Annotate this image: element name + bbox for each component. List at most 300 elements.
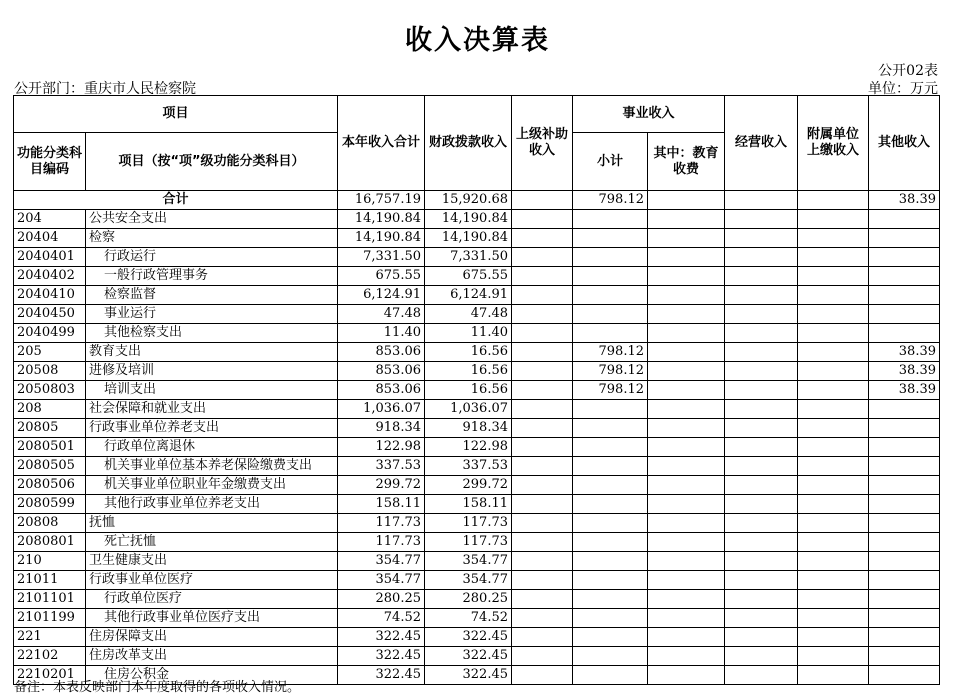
cell-other — [869, 400, 940, 419]
cell-name: 进修及培训 — [86, 362, 338, 381]
cell-business-edu — [648, 343, 725, 362]
cell-business-sub — [573, 229, 648, 248]
cell-code: 20404 — [14, 229, 86, 248]
cell-code: 2040450 — [14, 305, 86, 324]
cell-name: 检察 — [86, 229, 338, 248]
cell-superior — [512, 286, 573, 305]
cell-name: 培训支出 — [86, 381, 338, 400]
cell-business-sub — [573, 609, 648, 628]
cell-other — [869, 590, 940, 609]
cell-superior — [512, 324, 573, 343]
cell-other — [869, 210, 940, 229]
cell-superior — [512, 571, 573, 590]
cell-superior — [512, 552, 573, 571]
cell-fiscal: 354.77 — [425, 571, 512, 590]
cell-other — [869, 533, 940, 552]
cell-code: 2080506 — [14, 476, 86, 495]
cell-fiscal: 675.55 — [425, 267, 512, 286]
cell-fiscal: 117.73 — [425, 533, 512, 552]
cell-business-sub — [573, 666, 648, 685]
table-row — [14, 609, 940, 628]
cell-code: 22102 — [14, 647, 86, 666]
cell-name: 行政单位离退休 — [86, 438, 338, 457]
cell-affiliated — [798, 343, 869, 362]
cell-code: 2101199 — [14, 609, 86, 628]
table-row — [14, 533, 940, 552]
cell-superior — [512, 495, 573, 514]
table-row — [14, 476, 940, 495]
cell-superior — [512, 381, 573, 400]
cell-fiscal: 16.56 — [425, 362, 512, 381]
cell-business-sub — [573, 419, 648, 438]
cell-operating — [725, 476, 798, 495]
cell-business-edu — [648, 514, 725, 533]
cell-code: 221 — [14, 628, 86, 647]
cell-fiscal: 354.77 — [425, 552, 512, 571]
cell-total: 337.53 — [338, 457, 425, 476]
cell-other — [869, 419, 940, 438]
cell-affiliated — [798, 457, 869, 476]
cell-total: 322.45 — [338, 647, 425, 666]
cell-name: 行政单位医疗 — [86, 590, 338, 609]
cell-business-sub — [573, 286, 648, 305]
cell-total: 853.06 — [338, 362, 425, 381]
cell-affiliated — [798, 419, 869, 438]
cell-business-sub — [573, 628, 648, 647]
cell-name: 卫生健康支出 — [86, 552, 338, 571]
cell-name: 检察监督 — [86, 286, 338, 305]
cell-operating — [725, 438, 798, 457]
form-code: 公开02表 — [878, 63, 938, 79]
cell-business-sub: 798.12 — [573, 381, 648, 400]
cell-business-edu — [648, 552, 725, 571]
table-row — [14, 552, 940, 571]
table-row — [14, 381, 940, 400]
header-superior: 上级补助收入 — [512, 96, 573, 191]
cell-operating — [725, 267, 798, 286]
table-row — [14, 305, 940, 324]
cell-fiscal: 16.56 — [425, 343, 512, 362]
cell-operating — [725, 381, 798, 400]
cell-fiscal: 47.48 — [425, 305, 512, 324]
cell-total: 354.77 — [338, 552, 425, 571]
cell-fiscal: 122.98 — [425, 438, 512, 457]
cell-name: 其他检察支出 — [86, 324, 338, 343]
cell-affiliated — [798, 533, 869, 552]
income-table — [13, 95, 940, 685]
cell-total: 47.48 — [338, 305, 425, 324]
cell-fiscal: 14,190.84 — [425, 210, 512, 229]
cell-business-sub — [573, 533, 648, 552]
cell-fiscal: 322.45 — [425, 647, 512, 666]
cell-affiliated — [798, 628, 869, 647]
cell-affiliated — [798, 305, 869, 324]
cell-affiliated — [798, 514, 869, 533]
header-code: 功能分类科目编码 — [14, 133, 86, 191]
cell-code: 2080801 — [14, 533, 86, 552]
cell-superior — [512, 666, 573, 685]
cell-business-edu — [648, 210, 725, 229]
table-row — [14, 628, 940, 647]
cell-name: 行政事业单位医疗 — [86, 571, 338, 590]
cell-business-sub — [573, 400, 648, 419]
total-affiliated — [798, 191, 869, 210]
cell-name: 社会保障和就业支出 — [86, 400, 338, 419]
cell-business-edu — [648, 419, 725, 438]
cell-code: 20508 — [14, 362, 86, 381]
header-name: 项目（按“项”级功能分类科目） — [86, 133, 338, 191]
page-title: 收入决算表 — [405, 25, 550, 56]
cell-operating — [725, 419, 798, 438]
cell-other — [869, 495, 940, 514]
cell-affiliated — [798, 248, 869, 267]
cell-total: 6,124.91 — [338, 286, 425, 305]
cell-fiscal: 322.45 — [425, 666, 512, 685]
header-business-edu: 其中：教育收费 — [648, 133, 725, 191]
cell-other: 38.39 — [869, 343, 940, 362]
cell-total: 1,036.07 — [338, 400, 425, 419]
total-operating — [725, 191, 798, 210]
cell-name: 事业运行 — [86, 305, 338, 324]
table-row — [14, 495, 940, 514]
cell-business-edu — [648, 229, 725, 248]
cell-superior — [512, 248, 573, 267]
cell-business-sub — [573, 514, 648, 533]
department-name: 重庆市人民检察院 — [84, 81, 196, 97]
cell-superior — [512, 229, 573, 248]
header-total: 本年收入合计 — [338, 96, 425, 191]
cell-code: 21011 — [14, 571, 86, 590]
cell-superior — [512, 419, 573, 438]
cell-affiliated — [798, 476, 869, 495]
cell-business-edu — [648, 571, 725, 590]
cell-code: 2101101 — [14, 590, 86, 609]
cell-total: 354.77 — [338, 571, 425, 590]
table-row — [14, 419, 940, 438]
cell-fiscal: 322.45 — [425, 628, 512, 647]
cell-superior — [512, 514, 573, 533]
cell-operating — [725, 229, 798, 248]
header-fiscal: 财政拨款收入 — [425, 96, 512, 191]
cell-other — [869, 267, 940, 286]
note-text: 本表反映部门本年度取得的各项收入情况。 — [53, 680, 301, 695]
table-row — [14, 248, 940, 267]
cell-other — [869, 229, 940, 248]
cell-code: 2080501 — [14, 438, 86, 457]
cell-affiliated — [798, 324, 869, 343]
cell-business-edu — [648, 647, 725, 666]
cell-other: 38.39 — [869, 381, 940, 400]
cell-business-edu — [648, 248, 725, 267]
cell-business-edu — [648, 305, 725, 324]
header-affiliated: 附属单位上缴收入 — [798, 96, 869, 191]
cell-fiscal: 918.34 — [425, 419, 512, 438]
cell-other — [869, 628, 940, 647]
cell-business-sub — [573, 305, 648, 324]
cell-code: 204 — [14, 210, 86, 229]
cell-operating — [725, 495, 798, 514]
cell-total: 74.52 — [338, 609, 425, 628]
cell-business-sub: 798.12 — [573, 343, 648, 362]
cell-total: 7,331.50 — [338, 248, 425, 267]
cell-fiscal: 158.11 — [425, 495, 512, 514]
cell-business-edu — [648, 609, 725, 628]
cell-name: 机关事业单位基本养老保险缴费支出 — [86, 457, 338, 476]
cell-other — [869, 647, 940, 666]
table-row — [14, 438, 940, 457]
table-row — [14, 590, 940, 609]
cell-affiliated — [798, 495, 869, 514]
cell-other — [869, 286, 940, 305]
total-business-sub: 798.12 — [573, 191, 648, 210]
cell-code: 2080505 — [14, 457, 86, 476]
cell-superior — [512, 457, 573, 476]
cell-name: 教育支出 — [86, 343, 338, 362]
table-row — [14, 457, 940, 476]
cell-other — [869, 666, 940, 685]
cell-superior — [512, 476, 573, 495]
total-superior — [512, 191, 573, 210]
cell-other — [869, 514, 940, 533]
cell-affiliated — [798, 552, 869, 571]
cell-operating — [725, 514, 798, 533]
cell-business-sub — [573, 267, 648, 286]
cell-name: 机关事业单位职业年金缴费支出 — [86, 476, 338, 495]
total-business-edu — [648, 191, 725, 210]
cell-business-sub: 798.12 — [573, 362, 648, 381]
cell-fiscal: 74.52 — [425, 609, 512, 628]
cell-code: 20805 — [14, 419, 86, 438]
cell-affiliated — [798, 438, 869, 457]
cell-business-sub — [573, 571, 648, 590]
cell-name: 行政运行 — [86, 248, 338, 267]
cell-name: 住房保障支出 — [86, 628, 338, 647]
cell-total: 11.40 — [338, 324, 425, 343]
header-business-sub: 小计 — [573, 133, 648, 191]
cell-operating — [725, 533, 798, 552]
cell-business-edu — [648, 495, 725, 514]
cell-superior — [512, 590, 573, 609]
cell-total: 117.73 — [338, 533, 425, 552]
cell-total: 117.73 — [338, 514, 425, 533]
cell-other — [869, 305, 940, 324]
table-row — [14, 267, 940, 286]
cell-total: 853.06 — [338, 343, 425, 362]
cell-affiliated — [798, 286, 869, 305]
cell-name: 行政事业单位养老支出 — [86, 419, 338, 438]
cell-affiliated — [798, 362, 869, 381]
unit-label: 单位：万元 — [868, 81, 938, 97]
cell-fiscal: 14,190.84 — [425, 229, 512, 248]
cell-business-edu — [648, 381, 725, 400]
cell-operating — [725, 400, 798, 419]
table-row — [14, 343, 940, 362]
cell-total: 299.72 — [338, 476, 425, 495]
cell-business-edu — [648, 533, 725, 552]
cell-operating — [725, 552, 798, 571]
cell-affiliated — [798, 647, 869, 666]
table-row — [14, 362, 940, 381]
cell-code: 2040401 — [14, 248, 86, 267]
table-row — [14, 514, 940, 533]
table-row — [14, 229, 940, 248]
cell-operating — [725, 286, 798, 305]
cell-affiliated — [798, 381, 869, 400]
cell-fiscal: 16.56 — [425, 381, 512, 400]
cell-superior — [512, 305, 573, 324]
cell-superior — [512, 362, 573, 381]
cell-superior — [512, 267, 573, 286]
cell-total: 322.45 — [338, 666, 425, 685]
cell-business-sub — [573, 438, 648, 457]
cell-business-edu — [648, 286, 725, 305]
cell-operating — [725, 628, 798, 647]
cell-superior — [512, 210, 573, 229]
cell-other — [869, 457, 940, 476]
cell-other — [869, 438, 940, 457]
total-row — [14, 191, 940, 210]
cell-superior — [512, 438, 573, 457]
cell-operating — [725, 666, 798, 685]
cell-affiliated — [798, 571, 869, 590]
cell-code: 2080599 — [14, 495, 86, 514]
cell-affiliated — [798, 267, 869, 286]
cell-name: 死亡抚恤 — [86, 533, 338, 552]
cell-other — [869, 552, 940, 571]
cell-other — [869, 248, 940, 267]
cell-business-sub — [573, 457, 648, 476]
cell-business-edu — [648, 362, 725, 381]
cell-other — [869, 571, 940, 590]
cell-total: 322.45 — [338, 628, 425, 647]
cell-total: 675.55 — [338, 267, 425, 286]
table-row — [14, 324, 940, 343]
cell-business-edu — [648, 666, 725, 685]
cell-operating — [725, 362, 798, 381]
cell-operating — [725, 571, 798, 590]
cell-code: 210 — [14, 552, 86, 571]
cell-business-sub — [573, 248, 648, 267]
cell-business-sub — [573, 495, 648, 514]
cell-code: 205 — [14, 343, 86, 362]
cell-fiscal: 337.53 — [425, 457, 512, 476]
cell-code: 2040410 — [14, 286, 86, 305]
cell-other — [869, 324, 940, 343]
cell-superior — [512, 628, 573, 647]
table-row — [14, 571, 940, 590]
cell-fiscal: 117.73 — [425, 514, 512, 533]
cell-operating — [725, 343, 798, 362]
cell-total: 14,190.84 — [338, 229, 425, 248]
cell-fiscal: 1,036.07 — [425, 400, 512, 419]
cell-affiliated — [798, 590, 869, 609]
cell-superior — [512, 533, 573, 552]
cell-business-edu — [648, 628, 725, 647]
cell-operating — [725, 609, 798, 628]
cell-total: 14,190.84 — [338, 210, 425, 229]
cell-business-edu — [648, 457, 725, 476]
header-operating: 经营收入 — [725, 96, 798, 191]
cell-affiliated — [798, 666, 869, 685]
cell-name: 住房公积金 — [86, 666, 338, 685]
cell-total: 122.98 — [338, 438, 425, 457]
cell-business-sub — [573, 476, 648, 495]
cell-name: 其他行政事业单位养老支出 — [86, 495, 338, 514]
cell-operating — [725, 590, 798, 609]
total-other: 38.39 — [869, 191, 940, 210]
cell-code: 208 — [14, 400, 86, 419]
total-fiscal: 15,920.68 — [425, 191, 512, 210]
total-amount: 16,757.19 — [338, 191, 425, 210]
cell-business-sub — [573, 552, 648, 571]
cell-business-sub — [573, 210, 648, 229]
header-business-group: 事业收入 — [573, 96, 725, 133]
cell-business-sub — [573, 590, 648, 609]
cell-business-sub — [573, 647, 648, 666]
cell-total: 280.25 — [338, 590, 425, 609]
cell-affiliated — [798, 210, 869, 229]
cell-superior — [512, 400, 573, 419]
cell-fiscal: 11.40 — [425, 324, 512, 343]
note-label: 备注： — [14, 680, 54, 695]
cell-superior — [512, 647, 573, 666]
cell-other — [869, 476, 940, 495]
cell-operating — [725, 457, 798, 476]
cell-name: 一般行政管理事务 — [86, 267, 338, 286]
cell-business-edu — [648, 324, 725, 343]
cell-affiliated — [798, 609, 869, 628]
cell-fiscal: 6,124.91 — [425, 286, 512, 305]
cell-superior — [512, 609, 573, 628]
cell-fiscal: 7,331.50 — [425, 248, 512, 267]
cell-fiscal: 280.25 — [425, 590, 512, 609]
cell-operating — [725, 324, 798, 343]
cell-name: 抚恤 — [86, 514, 338, 533]
cell-fiscal: 299.72 — [425, 476, 512, 495]
cell-business-edu — [648, 267, 725, 286]
table-row — [14, 647, 940, 666]
cell-business-sub — [573, 324, 648, 343]
cell-total: 158.11 — [338, 495, 425, 514]
cell-name: 其他行政事业单位医疗支出 — [86, 609, 338, 628]
cell-code: 20808 — [14, 514, 86, 533]
table-row — [14, 210, 940, 229]
cell-name: 住房改革支出 — [86, 647, 338, 666]
cell-code: 2040402 — [14, 267, 86, 286]
cell-business-edu — [648, 476, 725, 495]
footnote — [14, 676, 300, 695]
cell-business-edu — [648, 438, 725, 457]
cell-operating — [725, 305, 798, 324]
cell-code: 2040499 — [14, 324, 86, 343]
cell-code: 2210201 — [14, 666, 86, 685]
cell-operating — [725, 647, 798, 666]
cell-business-edu — [648, 400, 725, 419]
cell-total: 853.06 — [338, 381, 425, 400]
cell-name: 公共安全支出 — [86, 210, 338, 229]
cell-operating — [725, 248, 798, 267]
cell-affiliated — [798, 400, 869, 419]
cell-operating — [725, 210, 798, 229]
cell-affiliated — [798, 229, 869, 248]
department-label: 公开部门： — [14, 81, 84, 97]
cell-code: 2050803 — [14, 381, 86, 400]
cell-business-edu — [648, 590, 725, 609]
cell-other: 38.39 — [869, 362, 940, 381]
cell-superior — [512, 343, 573, 362]
table-row — [14, 286, 940, 305]
cell-other — [869, 609, 940, 628]
